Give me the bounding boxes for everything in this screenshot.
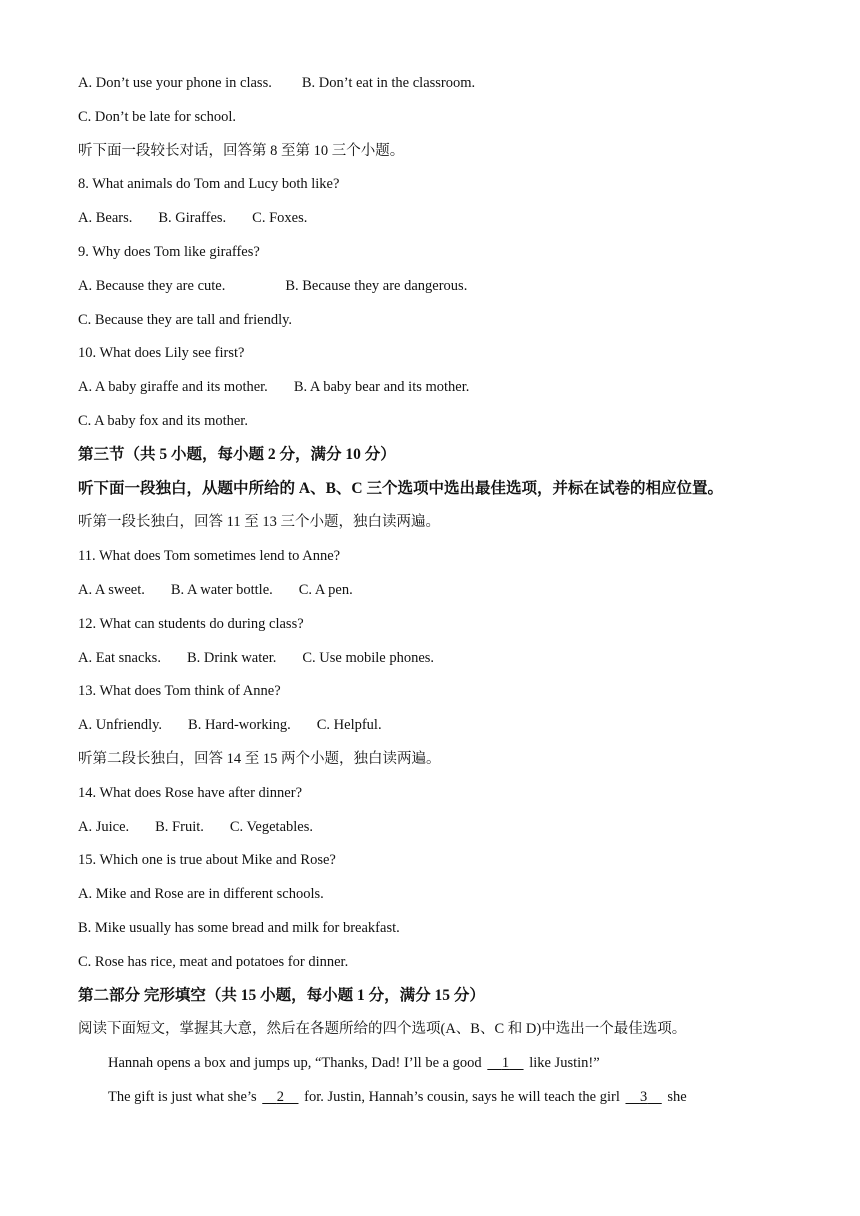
exam-page xyxy=(78,71,798,1119)
option-b: B. Drink water. xyxy=(186,649,277,666)
part-2-heading: 第二部分 完形填空（共 15 小题，每小题 1 分，满分 15 分） xyxy=(78,986,485,1004)
passage-text: Hannah opens a box and jumps up, “Thanks, Dad! I’ll be a good xyxy=(108,1055,486,1072)
question-10: 10. What does Lily see first? xyxy=(78,345,245,362)
option-b: B. Don’t eat in the classroom. xyxy=(301,75,476,91)
option-b: B. Fruit. xyxy=(155,818,204,835)
q12-options xyxy=(78,646,798,680)
option-a: A. Eat snacks. xyxy=(78,649,161,666)
question-8: 8. What animals do Tom and Lucy both like? xyxy=(78,176,340,193)
q13-options xyxy=(78,713,798,747)
monologue-2-instruction: 听第二段长独白，回答 14 至 15 两个小题，独白读两遍。 xyxy=(78,750,441,767)
q15-option-a: A. Mike and Rose are in different schools. xyxy=(78,886,324,903)
option-a: A. Because they are cute. xyxy=(78,277,226,294)
option-b: B. Giraffes. xyxy=(158,210,227,227)
passage-text: like Justin!” xyxy=(525,1055,600,1072)
question-15: 15. Which one is true about Mike and Rose? xyxy=(78,852,336,869)
option-b: B. A baby bear and its mother. xyxy=(293,379,470,396)
option-b: B. Because they are dangerous. xyxy=(285,277,468,294)
q9-option-c: C. Because they are tall and friendly. xyxy=(78,311,293,328)
q10-options-ab xyxy=(78,375,798,409)
section-3-description: 听下面一段独白，从题中所给的 A、B、C 三个选项中选出最佳选项，并标在试卷的相应位置。 xyxy=(78,479,723,497)
option-a: A. Juice. xyxy=(78,818,130,835)
monologue-1-instruction: 听第一段长独白，回答 11 至 13 三个小题，独白读两遍。 xyxy=(78,514,440,531)
option-a: A. Unfriendly. xyxy=(78,717,163,734)
option-a: A. A sweet. xyxy=(78,581,145,598)
blank-number: 1 xyxy=(501,1055,510,1072)
question-12: 12. What can students do during class? xyxy=(78,615,304,632)
cloze-blank-3 xyxy=(623,1089,663,1105)
q8-options xyxy=(78,206,798,240)
q9-options-ab xyxy=(78,274,798,308)
passage-text: for. Justin, Hannah’s cousin, says he will teach the girl xyxy=(300,1088,624,1105)
option-b: B. A water bottle. xyxy=(170,581,273,598)
option-c: C. A pen. xyxy=(298,581,353,598)
option-b: B. Hard-working. xyxy=(188,717,291,734)
q11-options xyxy=(78,578,798,612)
option-a: A. Bears. xyxy=(78,210,133,227)
dialogue-instruction: 听下面一段较长对话，回答第 8 至第 10 三个小题。 xyxy=(78,142,405,159)
option-c: C. Use mobile phones. xyxy=(302,649,435,666)
option-c: C. Foxes. xyxy=(252,210,308,227)
question-14: 14. What does Rose have after dinner? xyxy=(78,784,302,801)
question-11: 11. What does Tom sometimes lend to Anne? xyxy=(78,548,341,565)
blank-number: 2 xyxy=(276,1088,284,1105)
blank-number: 3 xyxy=(639,1088,648,1105)
passage-line-2 xyxy=(78,1085,798,1119)
q10-option-c: C. A baby fox and its mother. xyxy=(78,412,248,429)
passage-text: The gift is just what she’s xyxy=(108,1088,261,1105)
question-13: 13. What does Tom think of Anne? xyxy=(78,683,281,700)
option-c: C. Helpful. xyxy=(316,717,382,734)
cloze-blank-1 xyxy=(485,1055,525,1071)
q7-option-c: C. Don’t be late for school. xyxy=(78,108,236,125)
q15-option-c: C. Rose has rice, meat and potatoes for dinner. xyxy=(78,953,349,970)
q14-options xyxy=(78,815,798,849)
option-a: A. Don’t use your phone in class. xyxy=(78,75,272,91)
q15-option-b: B. Mike usually has some bread and milk for breakfast. xyxy=(78,919,400,936)
part-2-description: 阅读下面短文，掌握其大意，然后在各题所给的四个选项(A、B、C 和 D)中选出一个最佳选项。 xyxy=(78,1021,687,1038)
cloze-blank-2 xyxy=(260,1089,300,1105)
question-9: 9. Why does Tom like giraffes? xyxy=(78,243,260,260)
passage-text: she xyxy=(663,1088,687,1105)
passage-line-1 xyxy=(78,1051,798,1085)
option-a: A. A baby giraffe and its mother. xyxy=(78,379,268,396)
section-3-heading: 第三节（共 5 小题，每小题 2 分，满分 10 分） xyxy=(78,445,396,463)
option-c: C. Vegetables. xyxy=(229,818,313,835)
q7-options-ab xyxy=(78,71,798,105)
